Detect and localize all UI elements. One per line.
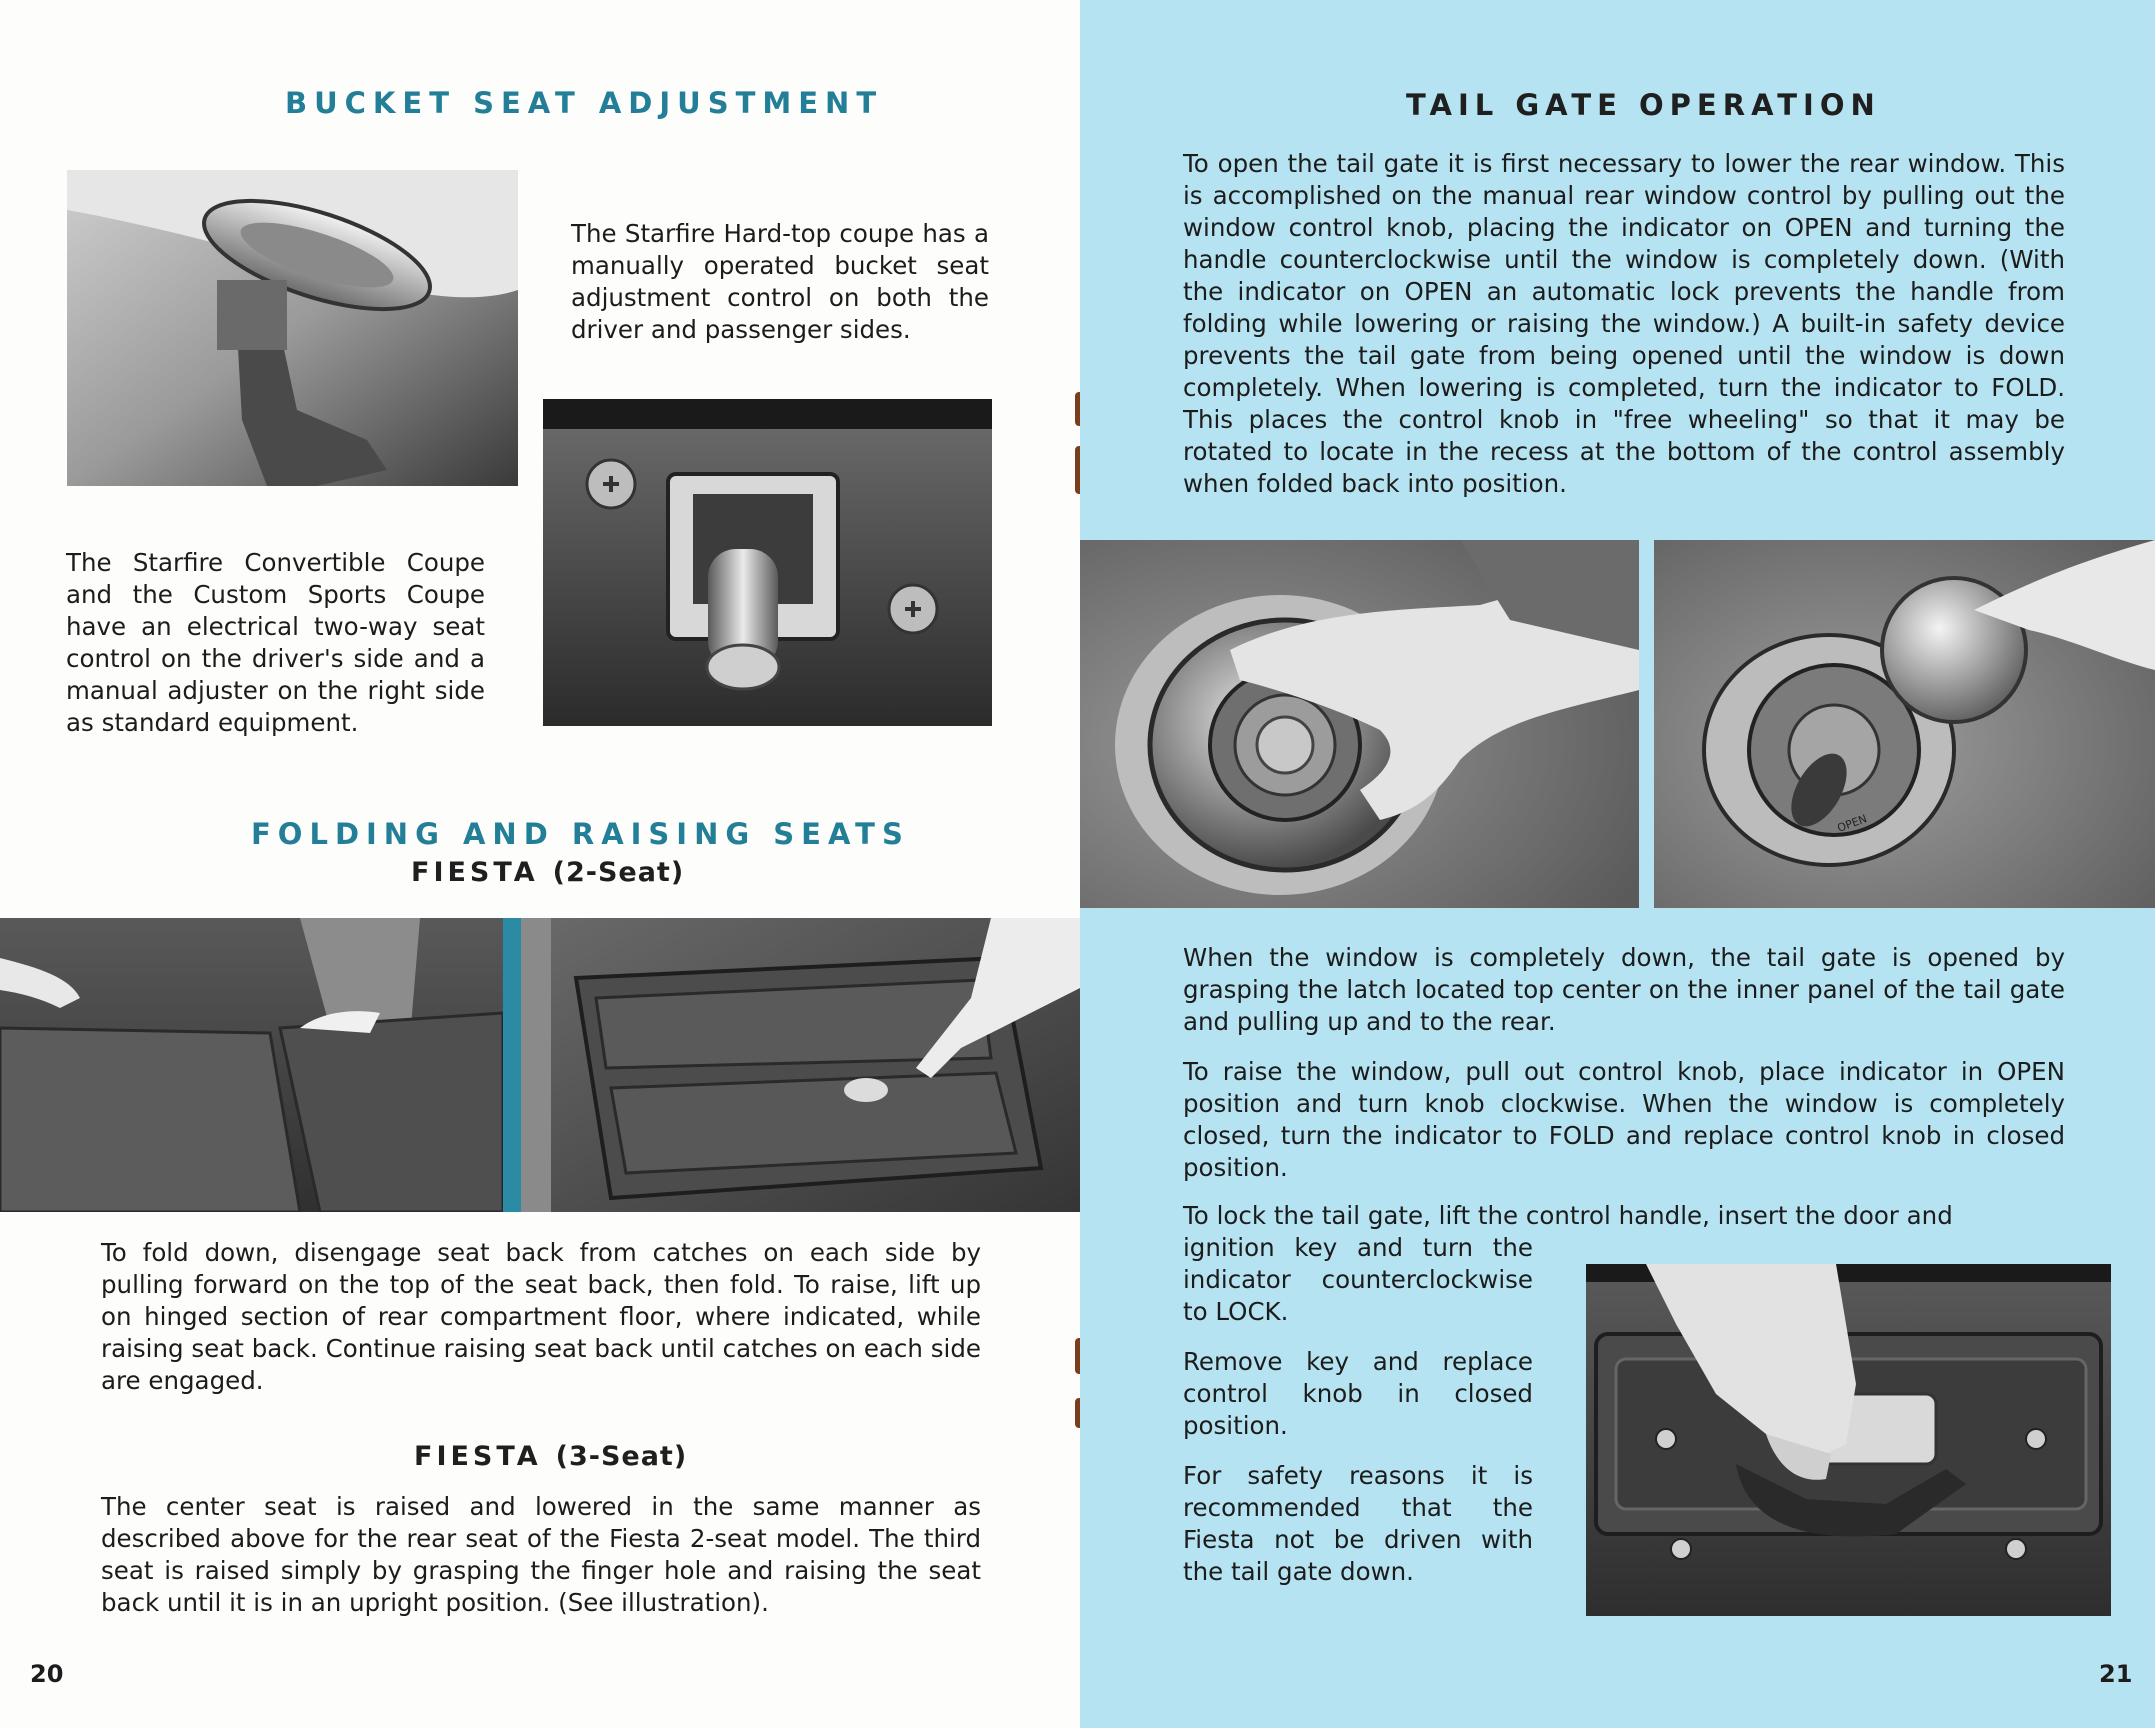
lock-instructions — [1183, 1232, 1533, 1588]
tail-gate-steps — [1183, 942, 2065, 1184]
tail-gate-latch-photo — [1586, 1264, 2111, 1616]
lock-line-text: To lock the tail gate, lift the control handle, insert the door and — [1183, 1201, 1953, 1230]
folding-seats-heading: FOLDING AND RAISING SEATS — [251, 817, 910, 851]
tail-gate-intro — [1183, 148, 2065, 500]
seat-fold-photo-right — [521, 918, 1080, 1212]
safety-text: For safety reasons it is recommended that the Fiesta not be driven with the tail gate down. — [1183, 1461, 1533, 1586]
lock-line — [1183, 1200, 2065, 1232]
seat-switch-photo — [543, 399, 992, 726]
hardtop-text: The Starfire Hard-top coupe has a manually operated bucket seat adjustment control on both the driver and passenger sides. — [571, 219, 989, 344]
seat-handle-photo — [67, 170, 518, 486]
window-control-photo-right — [1654, 540, 2155, 908]
raise-paragraph: To raise the window, pull out control knob, place indicator in OPEN position and turn knob clockwise. When the window is completely closed, turn the indicator to FOLD and replace control knob in closed position. — [1183, 1057, 2065, 1182]
teal-divider-bar — [503, 918, 521, 1212]
fiesta-3-name: FIESTA — [414, 1441, 542, 1472]
lock-rest-text: ignition key and turn the indicator counterclockwise to LOCK. — [1183, 1233, 1533, 1326]
fiesta-3-seat: (3-Seat) — [555, 1441, 688, 1472]
tail-gate-heading: TAIL GATE OPERATION — [1406, 88, 1881, 122]
window-control-photo-left — [1080, 540, 1639, 908]
open-paragraph: When the window is completely down, the tail gate is opened by grasping the latch located top center on the inner panel of the tail gate and pulling up and to the rear. — [1183, 943, 2065, 1036]
fiesta-2-name: FIESTA — [411, 857, 539, 888]
seat-fold-photo-left — [0, 918, 503, 1212]
right-page — [1080, 0, 2155, 1728]
fiesta-2-seat: (2-Seat) — [552, 857, 685, 888]
center-text: The center seat is raised and lowered in the same manner as described above for the rear seat of the Fiesta 2-seat model. The third seat is raised simply by grasping the finger hole and raising the seat back until it is in an upright position. (See illustration). — [101, 1492, 981, 1617]
convertible-text: The Starfire Convertible Coupe and the Custom Sports Coupe have an electrical two-way seat control on the driver's side and a manual adjuster on the right side as standard equipment. — [66, 548, 485, 737]
page-number-right: 21 — [2099, 1660, 2133, 1688]
dial-open-label: OPEN — [1835, 812, 1869, 835]
page-number-left: 20 — [30, 1660, 64, 1688]
fiesta-2-seat-subheading — [411, 857, 684, 888]
bucket-seat-heading: BUCKET SEAT ADJUSTMENT — [285, 86, 884, 120]
convertible-description — [66, 547, 485, 739]
hardtop-description — [571, 218, 989, 346]
intro-text: To open the tail gate it is first necessary to lower the rear window. This is accomplished on the manual rear window control by pulling out the window control knob, placing the indicator on OPEN and turning the handle counterclockwise until the window is completely down. (With the indicator on OPEN an automatic lock prevents the handle from folding while lowering or raising the window.) A built-in safety device prevents the tail gate from being opened until the window is down completely. When lowering is completed, turn the indicator to FOLD. This places the control knob in "free wheeling" so that it may be rotated to locate in the recess at the bottom of the control assembly when folded back into position. — [1183, 149, 2065, 498]
fold-text: To fold down, disengage seat back from catches on each side by pulling forward on the top of the seat back, then fold. To raise, lift up on hinged section of rear compartment floor, where indicated, while raising seat back. Continue raising seat back until catches on each side are engaged. — [101, 1238, 981, 1395]
fold-instructions — [101, 1237, 981, 1397]
center-seat-instructions — [101, 1491, 981, 1619]
remove-key-text: Remove key and replace control knob in closed position. — [1183, 1347, 1533, 1440]
fiesta-3-seat-subheading — [414, 1441, 687, 1472]
